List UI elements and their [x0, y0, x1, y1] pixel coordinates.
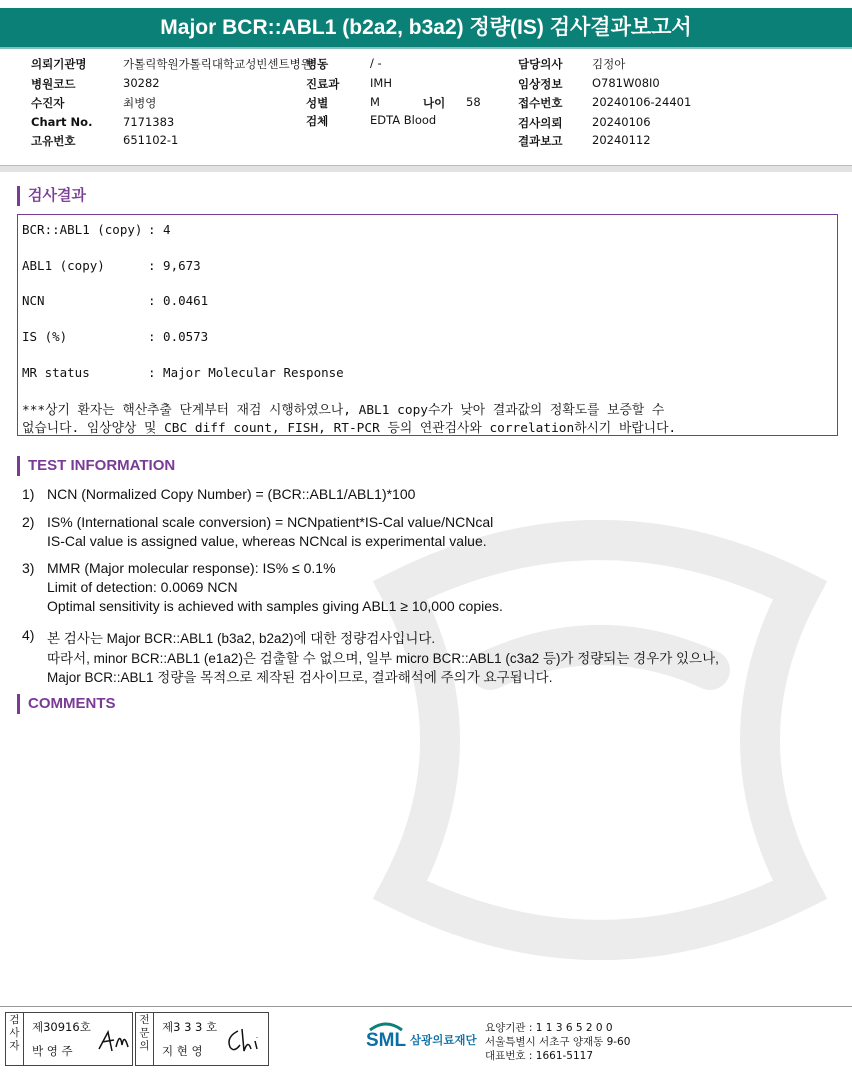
ward-label: 병동: [306, 57, 329, 71]
org-address: 서울특별시 서초구 양재동 9-60: [485, 1036, 631, 1048]
specimen-value: EDTA Blood: [370, 113, 437, 127]
test-info-line: Optimal sensitivity is achieved with samples giving ABL1 ≥ 10,000 copies.: [47, 598, 503, 614]
doctor-signature: [224, 1025, 264, 1055]
request-date-label: 검사의뢰: [518, 116, 563, 130]
results-section-title: 검사결과: [17, 186, 86, 206]
test-info-num: 2): [22, 514, 35, 530]
doctor-value: 김정아: [592, 57, 626, 71]
unique-id-label: 고유번호: [31, 134, 76, 148]
chart-no-label: Chart No.: [31, 115, 93, 129]
title-underline: [0, 47, 852, 49]
test-info-num: 3): [22, 560, 35, 576]
hospital-code-label: 병원코드: [31, 77, 76, 91]
footer-divider: [0, 1006, 852, 1007]
test-info-line: Major BCR::ABL1 정량을 목적으로 제작된 검사이므로, 결과해석에 주의가 요구됩니다.: [47, 670, 553, 685]
sml-logo: [366, 1018, 406, 1056]
result-note-line2: 없습니다. 임상양상 및 CBC diff count, FISH, RT-PCR 등의 연관검사와 correlation하시기 바랍니다.: [22, 421, 677, 436]
test-info-line: 따라서, minor BCR::ABL1 (e1a2)은 검출할 수 없으며, 일부 micro BCR::ABL1 (c3a2 등)가 정량되는 경우가 있으나,: [47, 651, 719, 666]
header-separator: [0, 165, 852, 172]
tester-license-no: 제30916호: [32, 1020, 91, 1034]
result-label-is: IS (%): [22, 329, 68, 344]
report-date-label: 결과보고: [518, 134, 563, 148]
org-code: 요양기관 : 1 1 3 6 5 2 0 0: [485, 1022, 613, 1034]
result-value-is: : 0.0573: [148, 329, 209, 344]
tester-name: 박 영 주: [32, 1044, 73, 1058]
accession-label: 접수번호: [518, 96, 563, 110]
institution-label: 의뢰기관명: [31, 57, 87, 71]
test-info-line: Limit of detection: 0.0069 NCN: [47, 579, 238, 595]
accession-value: 20240106-24401: [592, 95, 692, 109]
doctor-signature-box: [135, 1012, 269, 1066]
sml-logo-text: SML: [366, 1030, 407, 1051]
doctor-license-no: 제3 3 3 호: [162, 1020, 218, 1034]
patient-value: 최병영: [123, 96, 157, 110]
institution-value: 가톨릭학원가톨릭대학교성빈센트병원: [123, 57, 312, 71]
report-title: Major BCR::ABL1 (b2a2, b3a2) 정량(IS) 검사결과보고서: [0, 8, 852, 47]
specimen-label: 검체: [306, 114, 329, 128]
patient-label: 수진자: [31, 96, 65, 110]
ward-value: / -: [370, 56, 382, 70]
comments-section-title: COMMENTS: [17, 694, 116, 714]
tester-side-label: 검사자: [6, 1013, 24, 1065]
sex-value: M: [370, 95, 380, 109]
doctor-side-label: 전문의: [136, 1013, 154, 1065]
test-info-num: 4): [22, 627, 35, 643]
tester-signature-box: [5, 1012, 133, 1066]
watermark-logo: [340, 470, 852, 1010]
test-info-line: MMR (Major molecular response): IS% ≤ 0.1%: [47, 560, 336, 576]
result-value-bcr-abl1: : 4: [148, 222, 171, 237]
age-value: 58: [466, 95, 481, 109]
result-label-ncn: NCN: [22, 293, 45, 308]
test-info-section-title: TEST INFORMATION: [17, 456, 175, 476]
tester-signature: [96, 1027, 130, 1055]
sex-label: 성별: [306, 96, 329, 110]
test-info-line: IS% (International scale conversion) = NCNpatient*IS-Cal value/NCNcal: [47, 514, 494, 530]
org-name: 삼광의료재단: [410, 1033, 477, 1047]
age-label: 나이: [423, 96, 446, 110]
doctor-name: 지 현 영: [162, 1044, 203, 1058]
doctor-label: 담당의사: [518, 57, 563, 71]
result-label-mr-status: MR status: [22, 365, 90, 380]
report-date-value: 20240112: [592, 133, 651, 147]
test-info-line: IS-Cal value is assigned value, whereas NCNcal is experimental value.: [47, 533, 487, 549]
result-value-mr-status: : Major Molecular Response: [148, 365, 344, 380]
result-label-bcr-abl1: BCR::ABL1 (copy): [22, 222, 143, 237]
result-value-abl1: : 9,673: [148, 258, 201, 273]
chart-no-value: 7171383: [123, 115, 175, 129]
test-info-line: 본 검사는 Major BCR::ABL1 (b3a2, b2a2)에 대한 정량검사입니다.: [47, 631, 436, 646]
dept-label: 진료과: [306, 77, 340, 91]
clinical-info-label: 임상정보: [518, 77, 563, 91]
result-label-abl1: ABL1 (copy): [22, 258, 105, 273]
unique-id-value: 651102-1: [123, 133, 179, 147]
org-phone: 대표번호 : 1661-5117: [485, 1050, 594, 1062]
clinical-info-value: O781W08I0: [592, 76, 660, 90]
hospital-code-value: 30282: [123, 76, 160, 90]
dept-value: IMH: [370, 76, 392, 90]
result-value-ncn: : 0.0461: [148, 293, 209, 308]
request-date-value: 20240106: [592, 115, 651, 129]
test-info-line: NCN (Normalized Copy Number) = (BCR::ABL1/ABL1)*100: [47, 486, 416, 502]
result-note-line1: ***상기 환자는 핵산추출 단계부터 재검 시행하였으나, ABL1 copy수가 낮아 결과값의 정확도를 보증할 수: [22, 403, 665, 418]
test-info-num: 1): [22, 486, 35, 502]
